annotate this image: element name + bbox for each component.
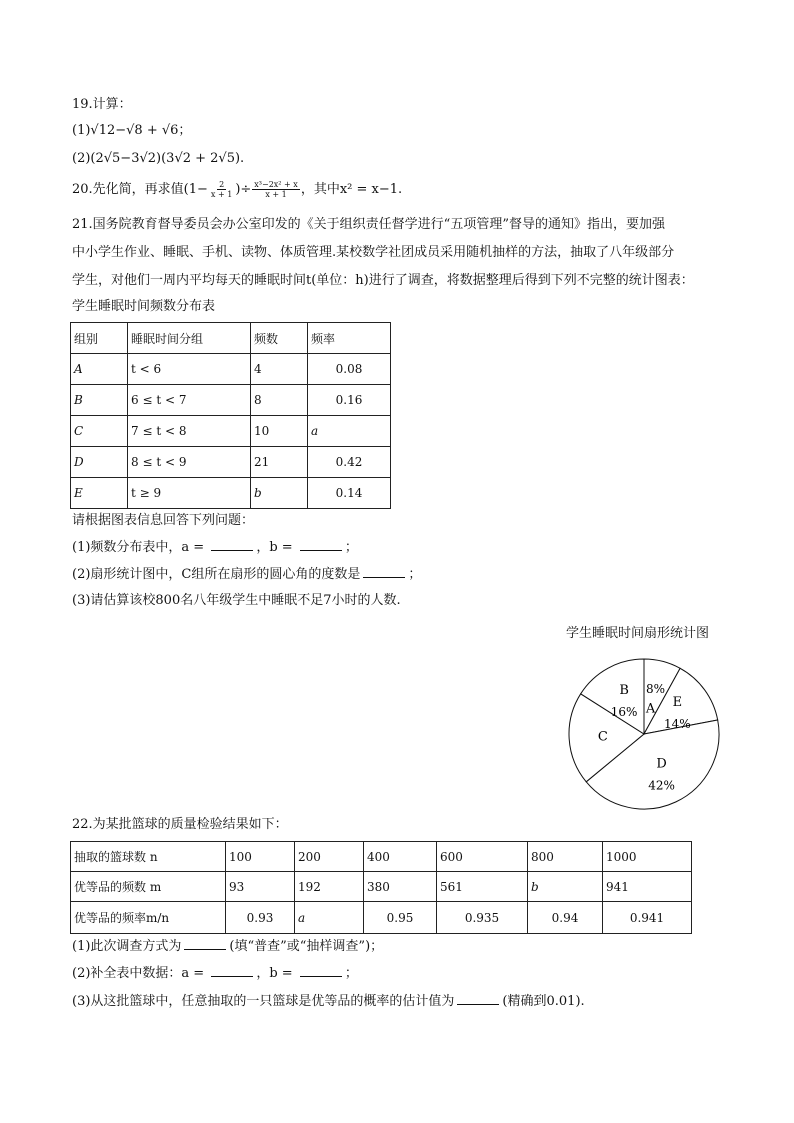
pie-label-d: D xyxy=(656,756,667,772)
q20-prefix: 20.先化简，再求值(1− xyxy=(72,182,208,197)
table-cell: 400 xyxy=(364,842,437,872)
q21-sub2-text: (2)扇形统计图中，C组所在扇形的圆心角的度数是 xyxy=(72,567,361,582)
table-cell: D xyxy=(71,447,128,478)
q22-sub3-text: (3)从这批篮球中，任意抽取的一只篮球是优等品的概率的估计值为 xyxy=(72,994,455,1009)
table-cell: 21 xyxy=(251,447,308,478)
answer-blank-a[interactable] xyxy=(211,964,253,977)
answer-blank-b[interactable] xyxy=(300,964,342,977)
q21-table-title: 学生睡眠时间频数分布表 xyxy=(72,299,216,314)
basketball-table xyxy=(70,841,692,934)
q22-title: 22.为某批篮球的质量检验结果如下： xyxy=(72,817,288,832)
table-cell: 800 xyxy=(528,842,603,872)
q20-frac1-numerator: 2 xyxy=(219,180,225,189)
q20 xyxy=(72,177,402,203)
table-row xyxy=(71,478,391,509)
table-row xyxy=(71,902,692,934)
table-cell: 0.08 xyxy=(308,354,391,385)
table-cell: 10 xyxy=(251,416,308,447)
table-header: 睡眠时间分组 xyxy=(128,323,251,354)
table-cell: E xyxy=(71,478,128,509)
table-cell: 192 xyxy=(295,872,364,902)
pie-percent-d: 42% xyxy=(648,778,675,793)
q21-line3: 学生，对他们一周内平均每天的睡眠时间t(单位：h)进行了调查，将数据整理后得到下列不完整的统计图表： xyxy=(72,273,694,288)
answer-blank-a[interactable] xyxy=(211,538,253,551)
q21-sub1-mid: ，b = xyxy=(256,540,297,555)
table-cell: 0.93 xyxy=(226,902,295,934)
answer-blank-angle[interactable] xyxy=(363,565,405,578)
q21-prompt: 请根据图表信息回答下列问题： xyxy=(72,513,255,528)
pie-chart xyxy=(560,652,730,817)
table-cell: 0.42 xyxy=(308,447,391,478)
table-cell: 100 xyxy=(226,842,295,872)
table-cell: a xyxy=(295,902,364,934)
chart-title: 学生睡眠时间扇形统计图 xyxy=(566,626,710,641)
q22-sub2-mid: ，b = xyxy=(256,966,297,981)
table-row xyxy=(71,385,391,416)
table-row xyxy=(71,354,391,385)
sleep-frequency-table xyxy=(70,322,391,509)
table-row xyxy=(71,416,391,447)
table-cell: 8 ≤ t < 9 xyxy=(128,447,251,478)
q21-sub1 xyxy=(72,538,358,557)
table-cell: 200 xyxy=(295,842,364,872)
q21-sub2 xyxy=(72,565,421,584)
q22-sub3 xyxy=(72,992,585,1011)
pie-percent-a: 8% xyxy=(646,681,666,696)
q20-fraction-2 xyxy=(252,180,300,199)
answer-blank-method[interactable] xyxy=(184,937,226,950)
table-cell: 6 ≤ t < 7 xyxy=(128,385,251,416)
table-cell: 0.941 xyxy=(603,902,692,934)
table-cell: 0.94 xyxy=(528,902,603,934)
q22-sub1-text: (1)此次调查方式为 xyxy=(72,939,182,954)
table-row xyxy=(71,872,692,902)
q21-sub1-end: ； xyxy=(344,540,358,555)
table-cell: a xyxy=(308,416,391,447)
q22-sub2-text: (2)补全表中数据：a = xyxy=(72,966,209,981)
table-cell: 380 xyxy=(364,872,437,902)
q20-mid: )÷ xyxy=(235,182,252,197)
table-header-row xyxy=(71,323,391,354)
table-header: 频数 xyxy=(251,323,308,354)
table-cell: 0.935 xyxy=(437,902,528,934)
table-cell: 优等品的频数 m xyxy=(71,872,226,902)
pie-slices xyxy=(569,659,719,809)
table-cell: 941 xyxy=(603,872,692,902)
q21-line1: 21.国务院教育督导委员会办公室印发的《关于组织责任督学进行“五项管理”督导的通知》指出，要加强 xyxy=(72,217,665,232)
table-cell: 4 xyxy=(251,354,308,385)
q19-title: 19.计算： xyxy=(72,97,132,112)
table-row xyxy=(71,842,692,872)
q21-sub1-text: (1)频数分布表中，a = xyxy=(72,540,209,555)
table-cell: 600 xyxy=(437,842,528,872)
q20-frac1-denominator: x + 1 xyxy=(210,190,233,199)
answer-blank-b[interactable] xyxy=(300,538,342,551)
table-cell: 8 xyxy=(251,385,308,416)
table-cell: 1000 xyxy=(603,842,692,872)
pie-percent-e: 14% xyxy=(664,716,691,731)
pie-label-c: C xyxy=(597,729,608,745)
q22-sub1-end: (填“普查”或“抽样调查”)； xyxy=(229,939,384,954)
q22-sub2 xyxy=(72,964,358,983)
pie-percent-b: 16% xyxy=(610,704,638,719)
table-cell: C xyxy=(71,416,128,447)
table-cell: t ≥ 9 xyxy=(128,478,251,509)
q21-sub3: (3)请估算该校800名八年级学生中睡眠不足7小时的人数. xyxy=(72,593,401,608)
table-cell: t < 6 xyxy=(128,354,251,385)
answer-blank-probability[interactable] xyxy=(457,992,499,1005)
table-cell: A xyxy=(71,354,128,385)
q22-sub2-end: ； xyxy=(344,966,358,981)
q21-sub2-end: ； xyxy=(408,567,422,582)
table-cell: b xyxy=(528,872,603,902)
q22-sub1 xyxy=(72,937,383,956)
q19-part1: (1)√12−√8 + √6； xyxy=(72,123,192,138)
pie-label-e: E xyxy=(672,694,683,710)
q20-fraction-1 xyxy=(209,180,234,199)
table-cell: 561 xyxy=(437,872,528,902)
table-cell: b xyxy=(251,478,308,509)
table-cell: 7 ≤ t < 8 xyxy=(128,416,251,447)
q20-suffix: ，其中x² = x−1. xyxy=(300,182,403,197)
table-header: 组别 xyxy=(71,323,128,354)
pie-label-a: A xyxy=(645,701,656,717)
q19-part2: (2)(2√5−3√2)(3√2 + 2√5). xyxy=(72,151,245,166)
q21-line2: 中小学生作业、睡眠、手机、读物、体质管理.某校数学社团成员采用随机抽样的方法，抽取了八年级部分 xyxy=(72,245,675,260)
table-cell: 0.16 xyxy=(308,385,391,416)
table-cell: 抽取的篮球数 n xyxy=(71,842,226,872)
table-row xyxy=(71,447,391,478)
pie-label-b: B xyxy=(619,682,629,698)
q20-frac2-numerator: x³−2x² + x xyxy=(254,180,298,189)
q22-sub3-end: (精确到0.01). xyxy=(502,994,585,1009)
table-cell: 优等品的频率m/n xyxy=(71,902,226,934)
table-cell: 93 xyxy=(226,872,295,902)
table-cell: 0.14 xyxy=(308,478,391,509)
q20-frac2-denominator: x + 1 xyxy=(265,190,287,199)
table-cell: 0.95 xyxy=(364,902,437,934)
table-header: 频率 xyxy=(308,323,391,354)
table-cell: B xyxy=(71,385,128,416)
